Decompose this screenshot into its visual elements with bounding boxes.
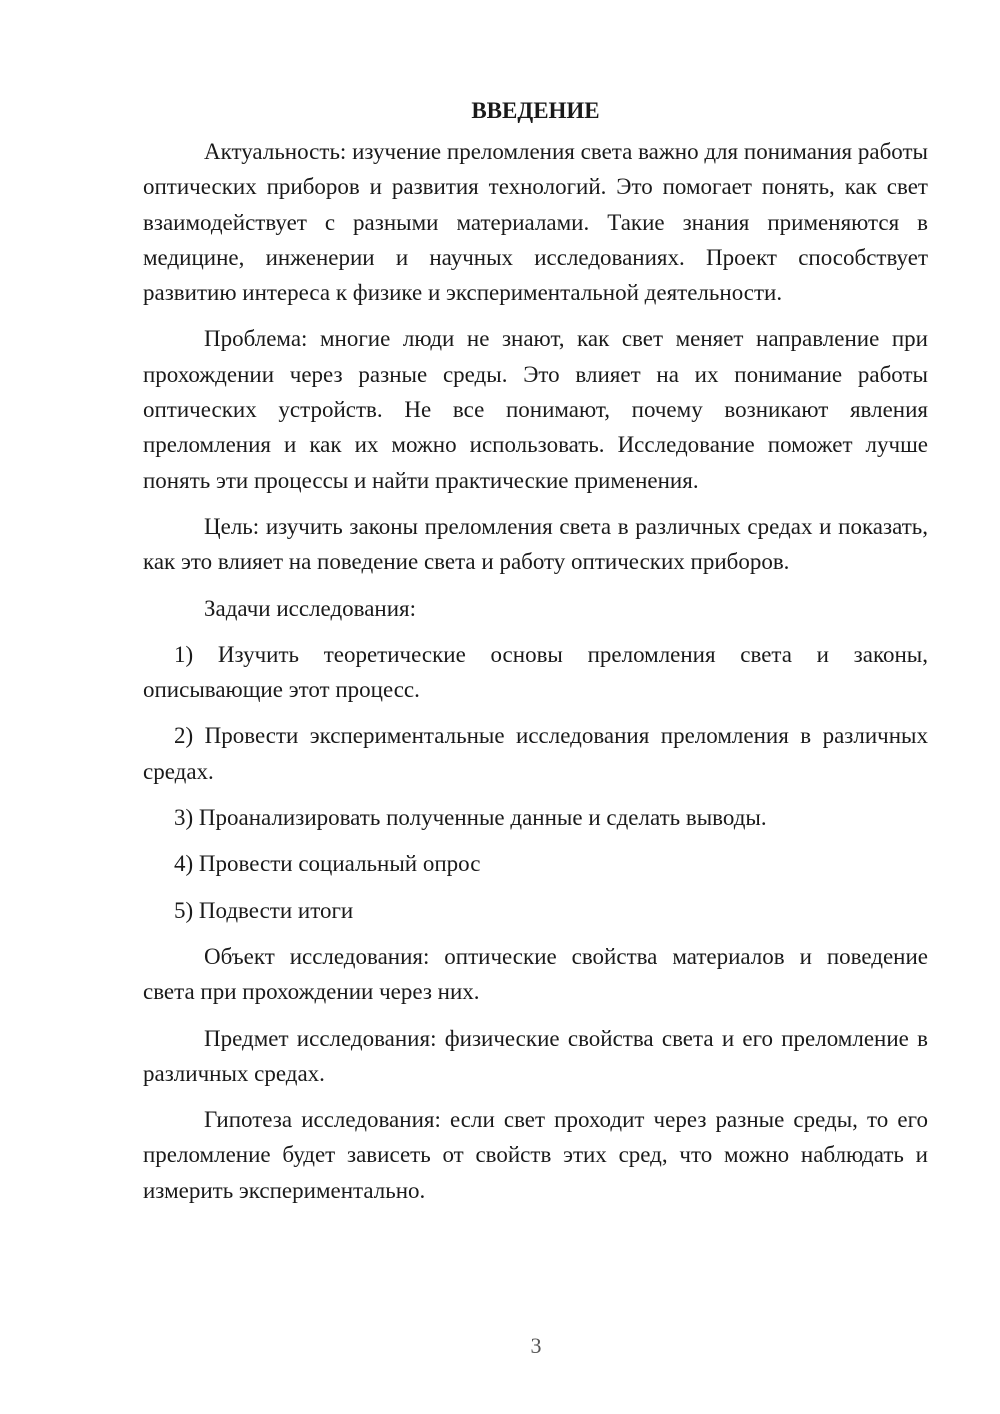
section-title: ВВЕДЕНИЕ (471, 98, 600, 123)
goal-paragraph: Цель: изучить законы преломления света в различных средах и показать, как это влияет на поведение света и работу оптических приборов. (143, 513, 928, 575)
task-item-1: 1) Изучить теоретические основы преломления света и законы, описывающие этот процесс. (143, 641, 928, 703)
page-content (143, 93, 928, 1219)
task-item-5: 5) Подвести итоги (174, 897, 354, 923)
subject-paragraph: Предмет исследования: физические свойства света и его преломление в различных средах. (143, 1025, 928, 1086)
tasks-heading: Задачи исследования: (204, 595, 417, 621)
hypothesis-paragraph: Гипотеза исследования: если свет проходит через разные среды, то его преломление будет зависеть от свойств этих сред, что можно наблюдать и измерить экспериментально. (143, 1107, 928, 1203)
relevance-paragraph: Актуальность: изучение преломления света важно для понимания работы оптических приборов и развития технологий. Это помогает понять, как свет взаимодействует с разными материалами. Такие знания применяются в медицине, инженерии и научных исследованиях. Проект способствует развитию интереса к физике и экспериментальной деятельности. (143, 139, 928, 306)
page-number: 3 (530, 1333, 542, 1358)
task-item-3: 3) Проанализировать полученные данные и сделать выводы. (174, 805, 767, 831)
task-item-4: 4) Провести социальный опрос (174, 851, 481, 877)
problem-paragraph: Проблема: многие люди не знают, как свет меняет направление при прохождении через разные среды. Это влияет на их понимание работы оптических устройств. Не все понимают, почему возникают явления преломления и как их можно использовать. Исследование поможет лучше понять эти процессы и найти практические применения. (143, 326, 928, 493)
task-item-2: 2) Провести экспериментальные исследования преломления в различных средах. (143, 723, 928, 784)
object-paragraph: Объект исследования: оптические свойства материалов и поведение света при прохождении через них. (143, 943, 928, 1005)
